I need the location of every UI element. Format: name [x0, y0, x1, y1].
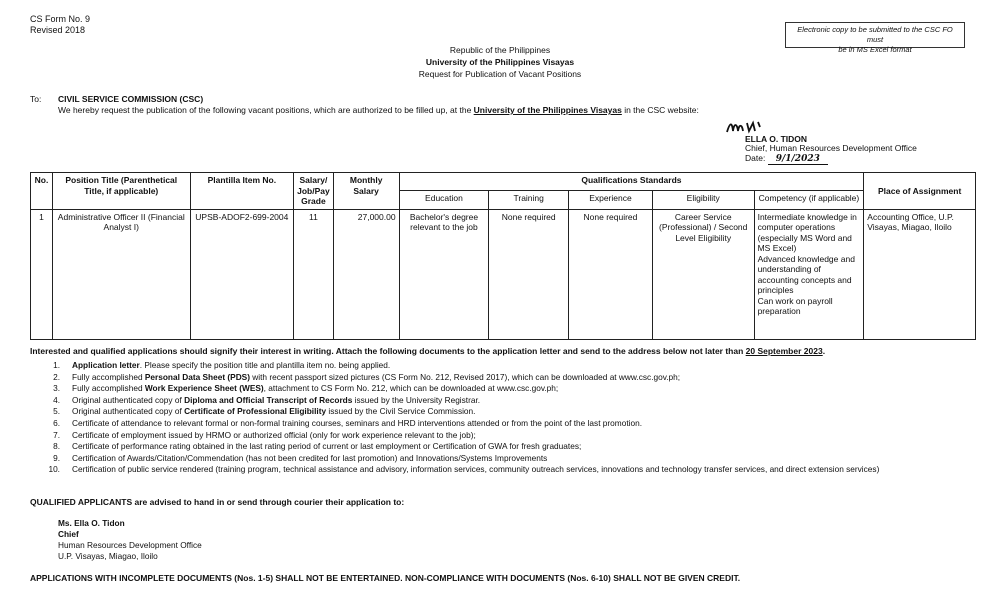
address-position: Chief	[58, 529, 79, 539]
item-text: Certification of Awards/Citation/Commendation (has not been credited for last promotion) and Innovations/Systems Improvements	[72, 452, 548, 463]
item-text: Certificate of performance rating obtained in the last rating period of current or last employment or Certification of GWA for fresh graduates;	[72, 441, 582, 452]
application-deadline: 20 September 2023	[745, 346, 823, 356]
competency-item: Advanced knowledge and understanding of accounting concepts and principles	[757, 253, 855, 295]
list-item	[30, 372, 879, 384]
header-training: Training	[489, 191, 569, 209]
electronic-note-line2: be in MS Excel format	[838, 45, 912, 54]
list-item	[30, 418, 879, 430]
item-number: 7.	[53, 429, 60, 440]
document-header	[0, 44, 1000, 80]
item-number: 5.	[53, 406, 60, 417]
signature-mark	[725, 119, 765, 135]
item-text: Certification of public service rendered (training program, technical assistance and advisory, information services, community outreach services, innovations and technology transfer services, and direct extension services)	[72, 464, 880, 475]
cell-eligibility: Career Service (Professional) / Second Level Eligibility	[652, 209, 754, 339]
signatory-title: Chief, Human Resources Development Office	[745, 143, 917, 153]
competency-item: Intermediate knowledge in computer operations (especially MS Word and MS Excel)	[757, 211, 857, 253]
list-item	[30, 360, 879, 372]
signatory-name: ELLA O. TIDON	[745, 134, 808, 144]
header-qualifications: Qualifications Standards	[399, 173, 864, 191]
republic-label: Republic of the Philippines	[449, 45, 551, 55]
header-place: Place of Assignment	[864, 173, 976, 210]
list-item	[30, 383, 879, 395]
vacant-positions-table	[30, 172, 976, 340]
item-bold-text: Application letter	[72, 360, 140, 370]
header-plantilla: Plantilla Item No.	[190, 173, 294, 210]
item-bold-text: Diploma and Official Transcript of Records	[184, 394, 353, 405]
item-text: Certificate of employment issued by HRMO or authorized official (only for work experience relevant to the job);	[72, 429, 476, 440]
cell-competency	[754, 209, 864, 339]
required-documents-list	[30, 360, 879, 476]
item-number: 2.	[53, 371, 60, 382]
form-revision: Revised 2018	[30, 25, 86, 35]
item-bold-text: Certificate of Professional Eligibility	[184, 406, 327, 417]
cell-place: Accounting Office, U.P. Visayas, Miagao, Iloilo	[864, 209, 976, 339]
address-location: U.P. Visayas, Miagao, Iloilo	[58, 551, 158, 561]
header-monthly-salary: Monthly Salary	[333, 173, 399, 210]
item-text: . Please specify the position title and plantilla item no. being applied.	[139, 360, 391, 370]
addressee-name: CIVIL SERVICE COMMISSION (CSC)	[58, 94, 204, 104]
list-item	[30, 464, 879, 476]
competency-item: Can work on payroll preparation	[757, 295, 833, 316]
request-pre: We hereby request the publication of the following vacant positions, which are authorized to be filled up, at the	[58, 105, 474, 115]
item-number: 4.	[53, 394, 60, 405]
cell-salary-grade: 11	[294, 209, 334, 339]
item-text: with recent passport sized pictures (CS Form No. 212, Revised 2017), which can be downloaded at www.csc.gov.ph;	[249, 371, 681, 382]
mailing-address	[58, 518, 202, 562]
item-number: 1.	[53, 360, 60, 370]
item-text: Certificate of attendance to relevant formal or non-formal training courses, seminars and HRD interventions attended or from the point of the last promotion.	[72, 417, 643, 428]
application-instructions	[30, 346, 825, 356]
item-bold-text: Personal Data Sheet (PDS)	[144, 371, 250, 382]
instructions-end: .	[822, 346, 826, 356]
cell-training: None required	[489, 209, 569, 339]
header-no: No.	[31, 173, 53, 210]
cell-position: Administrative Officer II (Financial Analyst I)	[52, 209, 190, 339]
header-position: Position Title (Parenthetical Title, if applicable)	[52, 173, 190, 210]
header-competency: Competency (if applicable)	[754, 191, 864, 209]
item-number: 9.	[53, 452, 60, 463]
list-item	[30, 441, 879, 453]
request-post: in the CSC website:	[621, 105, 699, 115]
item-bold-text: Work Experience Sheet (WES)	[144, 383, 264, 394]
item-number: 3.	[53, 383, 60, 394]
addressee-line	[30, 94, 203, 104]
footer-warning: APPLICATIONS WITH INCOMPLETE DOCUMENTS (Nos. 1-5) SHALL NOT BE ENTERTAINED. NON-COMPLIANCE WITH DOCUMENTS (Nos. 6-10) SHALL NOT BE GIVEN CREDIT.	[30, 573, 741, 583]
document-subtitle: Request for Publication of Vacant Positions	[418, 69, 582, 79]
date-value: 9/1/2023	[768, 154, 828, 165]
cell-plantilla: UPSB-ADOF2-699-2004	[190, 209, 294, 339]
table-header-row	[31, 173, 976, 191]
list-item	[30, 406, 879, 418]
date-label: Date:	[745, 153, 766, 163]
instructions-text: Interested and qualified applications should signify their interest in writing. Attach the following documents to the application letter and send to the address below not later than	[30, 346, 746, 356]
date-line	[745, 153, 828, 164]
cell-monthly-salary: 27,000.00	[333, 209, 399, 339]
header-experience: Experience	[569, 191, 653, 209]
item-text: Original authenticated copy of	[72, 406, 185, 417]
item-text: , attachment to CS Form No. 212, which can be downloaded at www.csc.gov.ph;	[263, 383, 559, 394]
item-text: issued by the Civil Service Commission.	[326, 406, 476, 417]
header-education: Education	[399, 191, 489, 209]
electronic-note-line1: Electronic copy to be submitted to the CSC FO must	[797, 25, 953, 44]
list-item	[30, 395, 879, 407]
address-office: Human Resources Development Office	[58, 540, 202, 550]
header-salary-grade: Salary/ Job/Pay Grade	[294, 173, 334, 210]
list-item	[30, 453, 879, 465]
to-label: To:	[30, 94, 42, 104]
table-row	[31, 209, 976, 339]
item-text: Fully accomplished	[72, 371, 145, 382]
item-text: Original authenticated copy of	[72, 394, 185, 405]
request-sentence	[58, 105, 699, 115]
qualified-applicants-note: QUALIFIED APPLICANTS are advised to hand in or send through courier their application to:	[30, 497, 405, 507]
cell-education: Bachelor's degree relevant to the job	[399, 209, 489, 339]
university-name: University of the Philippines Visayas	[425, 57, 575, 67]
item-number: 6.	[53, 417, 60, 428]
cell-experience: None required	[569, 209, 653, 339]
address-name: Ms. Ella O. Tidon	[58, 518, 125, 528]
item-number: 10.	[48, 464, 60, 475]
cell-no: 1	[31, 209, 53, 339]
item-text: Fully accomplished	[72, 383, 145, 394]
request-agency: University of the Philippines Visayas	[473, 105, 622, 115]
item-text: issued by the University Registrar.	[352, 394, 481, 405]
form-number-block	[30, 14, 90, 36]
form-number: CS Form No. 9	[30, 14, 91, 24]
list-item	[30, 430, 879, 442]
item-number: 8.	[53, 441, 60, 452]
header-eligibility: Eligibility	[652, 191, 754, 209]
